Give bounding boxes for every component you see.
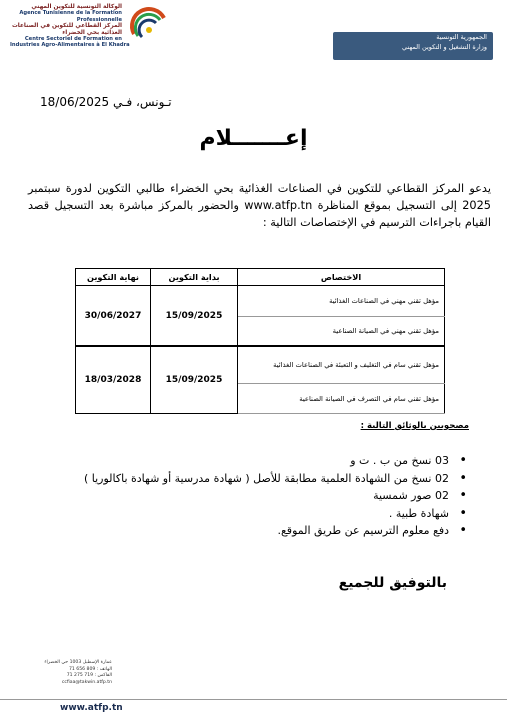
atfp-logo-block — [10, 4, 170, 52]
specialty-cell: مؤهل تقني سام في التغليف و التعبئة في الصناعات الغذائية — [238, 346, 445, 384]
specialties-table — [75, 268, 445, 414]
ministry-line: وزارة التشغيل و التكوين المهني — [402, 43, 487, 51]
documents-title: مصحوبين بالوثائق التالية : — [360, 421, 469, 431]
footer-line: عمارة الإسطبل 1003 حي الخضراء — [44, 660, 112, 665]
table-row — [76, 286, 445, 317]
logo-line: الوكالة التونسية للتكوين المهني — [31, 4, 122, 10]
list-item: • دفع معلوم الترسيم عن طريق الموقع. — [29, 522, 469, 540]
table-header-row — [76, 269, 445, 286]
atfp-emblem-icon — [126, 4, 172, 50]
list-item: • 03 نسخ من ب . ت و — [29, 452, 469, 470]
header-specialty: الاختصاص — [238, 269, 445, 286]
specialty-cell: مؤهل تقني مهني في الصناعات الغذائية — [238, 286, 445, 317]
table-row — [76, 346, 445, 384]
specialty-cell: مؤهل تقني سام في التصرف في الصيانة الصناعية — [238, 384, 445, 414]
list-item: • 02 نسخ من الشهادة العلمية مطابقة للأصل ( شهادة مدرسية أو شهادة باكالوريا ) — [29, 470, 469, 488]
logo-line: Agence Tunisienne de la Formation — [19, 10, 122, 17]
footer-divider — [0, 699, 507, 700]
footer-line: الهاتف : 809 656 71 — [68, 666, 112, 672]
list-item: • 02 صور شمسية — [29, 487, 469, 505]
footer-line: الفاكس : 719 275 71 — [66, 673, 112, 679]
header-start: بداية التكوين — [151, 269, 238, 286]
logo-line: الغذائية بحي الخضراء — [62, 29, 122, 36]
end-date: 30/06/2027 — [76, 286, 151, 347]
list-item: • شهادة طبية . — [29, 505, 469, 523]
logo-text — [10, 4, 130, 49]
footer-line: ccfiaa@takwin.atfp.tn — [61, 679, 112, 685]
start-date: 15/09/2025 — [151, 346, 238, 414]
ministry-line: الجمهورية التونسية — [436, 33, 487, 41]
documents-list — [29, 452, 469, 540]
closing-line: بالتوفيق للجميع — [338, 575, 447, 591]
footer-url: www.atfp.tn — [60, 703, 123, 713]
logo-line: Professionnelle — [76, 16, 122, 23]
ministry-banner — [333, 32, 493, 60]
start-date: 15/09/2025 — [151, 286, 238, 347]
logo-line: المركز القطاعي للتكوين في الصناعات — [11, 23, 122, 30]
end-date: 18/03/2028 — [76, 346, 151, 414]
logo-line: Centre Sectoriel de Formation en — [24, 36, 122, 43]
specialty-cell: مؤهل تقني مهني في الصيانة الصناعية — [238, 317, 445, 347]
announcement-intro: يدعو المركز القطاعي للتكوين في الصناعات الغذائية بحي الخضراء طالبي التكوين لدورة سبتمبر 2025 إلى التسجيل بموقع المناظرة www.atfp.tn والحضور بالمركز مباشرة بعد التسجيل قصد القيام باجراءات الترسيم في الإختصاصات التالية : — [28, 182, 491, 229]
page-title: إعـــــــلام — [199, 126, 308, 151]
date-line: تـونس، فـي 18/06/2025 — [40, 95, 172, 109]
logo-line: Industries Agro-Alimentaires à El Khadra — [10, 42, 130, 49]
footer-address — [12, 660, 112, 686]
header-end: نهاية التكوين — [76, 269, 151, 286]
